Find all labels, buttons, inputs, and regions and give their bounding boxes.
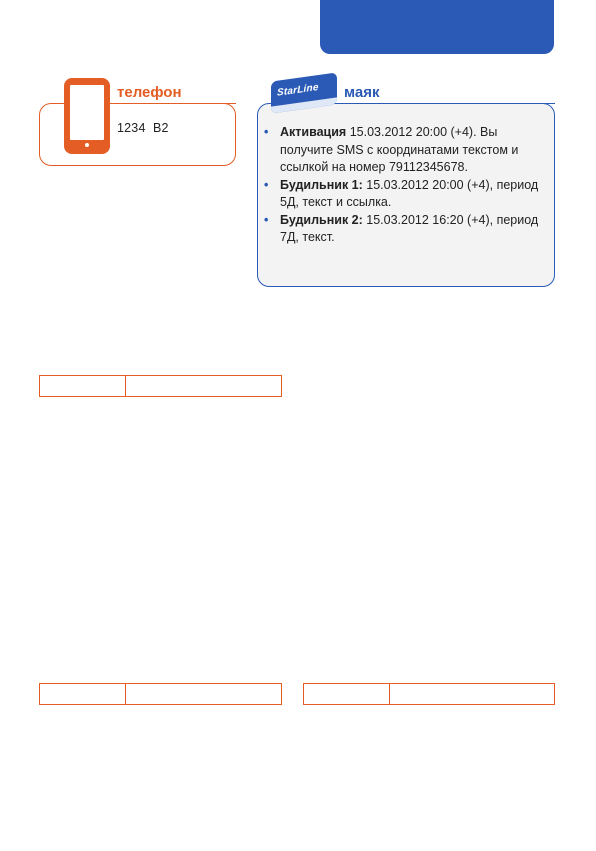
item-text: 15.03.2012 20:00 (+4), период 5Д, текст и ссылка. xyxy=(280,177,539,209)
list-item-alarm-2 xyxy=(262,212,547,247)
table-cell xyxy=(40,376,126,396)
smartphone-icon xyxy=(64,78,110,154)
beacon-title: маяк xyxy=(344,84,555,104)
phone-title: телефон xyxy=(117,84,236,104)
bullet-icon: • xyxy=(264,177,269,192)
item-label: Будильник 2: xyxy=(280,212,363,227)
phone-command: 1234 B2 xyxy=(117,121,169,135)
empty-table-row xyxy=(303,683,555,705)
item-text: 15.03.2012 20:00 (+4). Вы получите SMS с координатами текстом и ссылкой на номер 79112345678. xyxy=(280,125,519,174)
table-cell xyxy=(126,684,281,704)
table-cell xyxy=(304,684,390,704)
table-cell xyxy=(126,376,281,396)
phone-screen xyxy=(70,85,104,140)
list-item-alarm-1 xyxy=(262,177,547,212)
bullet-icon: • xyxy=(264,212,269,227)
bullet-icon: • xyxy=(264,125,269,139)
table-cell xyxy=(390,684,554,704)
item-text: 15.03.2012 16:20 (+4), период 7Д, текст. xyxy=(280,212,539,244)
item-label: Будильник 1: xyxy=(280,177,363,192)
table-cell xyxy=(40,684,126,704)
empty-table-row xyxy=(39,375,282,397)
list-item-activation xyxy=(262,124,547,177)
header-tab xyxy=(320,0,554,54)
phone-home-button xyxy=(85,143,89,147)
item-label: Активация xyxy=(280,125,347,139)
empty-table-row xyxy=(39,683,282,705)
beacon-command-list xyxy=(262,124,547,247)
beacon-logo-text: StarLine xyxy=(277,81,319,99)
